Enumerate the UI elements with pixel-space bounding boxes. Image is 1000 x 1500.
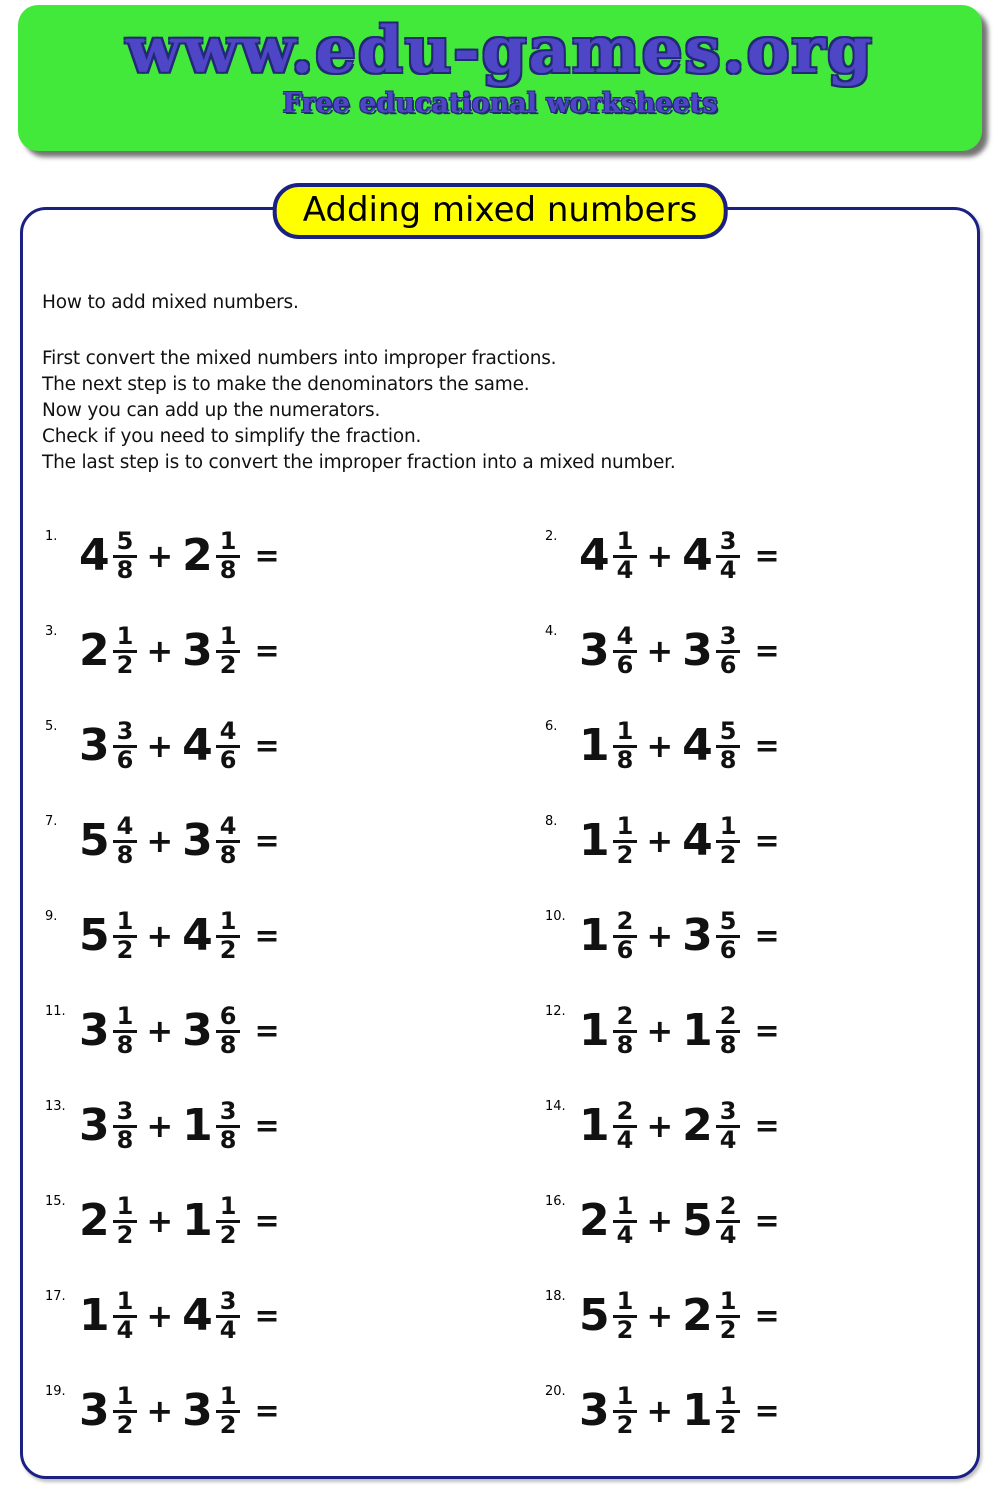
fraction-numerator: 2 (613, 1099, 638, 1128)
fraction-denominator: 2 (219, 1410, 237, 1439)
problem-expression (579, 624, 780, 679)
problem-expression (79, 909, 280, 964)
problem-number: 13. (45, 1099, 66, 1114)
first-whole-number: 2 (79, 625, 110, 677)
fraction-numerator: 2 (716, 1004, 741, 1033)
fraction-numerator: 3 (716, 1099, 741, 1128)
first-whole-number: 1 (579, 1100, 610, 1152)
first-whole-number: 1 (579, 910, 610, 962)
site-tagline: Free educational worksheets (282, 88, 718, 119)
fraction-denominator: 4 (616, 1125, 634, 1154)
equals-sign: = (754, 728, 780, 764)
problem-item (20, 600, 497, 695)
plus-sign: + (146, 1107, 174, 1146)
equals-sign: = (254, 1298, 280, 1334)
problem-expression (579, 529, 780, 584)
problem-item (20, 1265, 497, 1360)
first-whole-number: 3 (79, 1100, 110, 1152)
second-fraction (216, 1289, 241, 1344)
first-fraction (613, 529, 638, 584)
problem-item (20, 1075, 497, 1170)
problem-item (497, 1265, 974, 1360)
second-whole-number: 1 (682, 1385, 713, 1437)
first-fraction (613, 1384, 638, 1439)
fraction-denominator: 6 (616, 650, 634, 679)
instructions-intro: How to add mixed numbers. (42, 292, 299, 313)
problem-expression (79, 1384, 280, 1439)
second-fraction (216, 624, 241, 679)
equals-sign: = (754, 1013, 780, 1049)
plus-sign: + (146, 1012, 174, 1051)
fraction-denominator: 6 (719, 650, 737, 679)
fraction-numerator: 3 (216, 1099, 241, 1128)
equals-sign: = (254, 918, 280, 954)
fraction-numerator: 1 (716, 814, 741, 843)
second-fraction (216, 1004, 241, 1059)
problem-expression (79, 529, 280, 584)
equals-sign: = (754, 823, 780, 859)
fraction-denominator: 6 (219, 745, 237, 774)
plus-sign: + (646, 1012, 674, 1051)
problem-expression (79, 1194, 280, 1249)
site-header (18, 5, 982, 151)
fraction-numerator: 1 (216, 909, 241, 938)
fraction-numerator: 1 (216, 1194, 241, 1223)
fraction-numerator: 5 (113, 529, 138, 558)
fraction-numerator: 4 (216, 719, 241, 748)
fraction-numerator: 1 (613, 1384, 638, 1413)
problem-number: 8. (545, 814, 558, 829)
first-whole-number: 3 (79, 1005, 110, 1057)
first-fraction (113, 814, 138, 869)
problem-number: 12. (545, 1004, 566, 1019)
plus-sign: + (646, 1297, 674, 1336)
fraction-numerator: 3 (113, 719, 138, 748)
first-whole-number: 1 (579, 720, 610, 772)
problem-number: 3. (45, 624, 58, 639)
fraction-numerator: 2 (613, 1004, 638, 1033)
fraction-denominator: 4 (719, 1125, 737, 1154)
fraction-denominator: 2 (719, 840, 737, 869)
problem-number: 5. (45, 719, 58, 734)
problem-item (497, 1075, 974, 1170)
second-whole-number: 2 (682, 1100, 713, 1152)
fraction-numerator: 5 (716, 909, 741, 938)
fraction-numerator: 1 (613, 1289, 638, 1318)
problem-expression (579, 909, 780, 964)
fraction-denominator: 2 (219, 935, 237, 964)
first-fraction (613, 1004, 638, 1059)
fraction-denominator: 8 (719, 1030, 737, 1059)
plus-sign: + (146, 632, 174, 671)
second-fraction (216, 1384, 241, 1439)
problem-item (497, 505, 974, 600)
fraction-denominator: 8 (116, 840, 134, 869)
second-fraction (716, 1099, 741, 1154)
problem-item (20, 695, 497, 790)
problem-number: 20. (545, 1384, 566, 1399)
fraction-denominator: 4 (616, 555, 634, 584)
second-whole-number: 2 (682, 1290, 713, 1342)
fraction-denominator: 2 (219, 1220, 237, 1249)
plus-sign: + (646, 727, 674, 766)
fraction-denominator: 8 (219, 555, 237, 584)
second-whole-number: 3 (682, 910, 713, 962)
problem-item (497, 1170, 974, 1265)
first-fraction (113, 1384, 138, 1439)
fraction-numerator: 2 (613, 909, 638, 938)
problem-number: 1. (45, 529, 58, 544)
fraction-numerator: 1 (613, 529, 638, 558)
problem-expression (579, 1289, 780, 1344)
second-whole-number: 3 (182, 1385, 213, 1437)
plus-sign: + (146, 1297, 174, 1336)
fraction-denominator: 4 (116, 1315, 134, 1344)
plus-sign: + (146, 1392, 174, 1431)
fraction-numerator: 1 (113, 1194, 138, 1223)
problem-item (20, 790, 497, 885)
first-fraction (113, 529, 138, 584)
site-title: www.edu-games.org (126, 13, 874, 88)
fraction-denominator: 8 (219, 840, 237, 869)
first-whole-number: 3 (79, 1385, 110, 1437)
second-whole-number: 5 (682, 1195, 713, 1247)
fraction-numerator: 2 (716, 1194, 741, 1223)
first-fraction (113, 1099, 138, 1154)
fraction-numerator: 3 (216, 1289, 241, 1318)
second-fraction (216, 529, 241, 584)
second-whole-number: 4 (682, 530, 713, 582)
problem-number: 4. (545, 624, 558, 639)
instructions (42, 290, 942, 476)
problem-item (497, 980, 974, 1075)
problem-expression (79, 814, 280, 869)
second-fraction (716, 814, 741, 869)
first-fraction (113, 624, 138, 679)
fraction-numerator: 3 (716, 529, 741, 558)
instruction-step: First convert the mixed numbers into improper fractions. (42, 348, 557, 369)
second-whole-number: 4 (182, 910, 213, 962)
second-whole-number: 1 (182, 1100, 213, 1152)
fraction-denominator: 4 (719, 1220, 737, 1249)
second-whole-number: 3 (682, 625, 713, 677)
second-fraction (716, 1194, 741, 1249)
fraction-numerator: 1 (113, 1004, 138, 1033)
first-whole-number: 5 (79, 815, 110, 867)
problem-expression (79, 1289, 280, 1344)
plus-sign: + (646, 1107, 674, 1146)
equals-sign: = (754, 1298, 780, 1334)
problem-expression (579, 1099, 780, 1154)
fraction-denominator: 8 (116, 1030, 134, 1059)
second-fraction (716, 909, 741, 964)
second-fraction (716, 624, 741, 679)
first-fraction (113, 1004, 138, 1059)
fraction-denominator: 2 (616, 840, 634, 869)
plus-sign: + (646, 917, 674, 956)
problem-number: 7. (45, 814, 58, 829)
first-whole-number: 3 (579, 625, 610, 677)
problem-number: 16. (545, 1194, 566, 1209)
fraction-numerator: 1 (716, 1289, 741, 1318)
problem-expression (579, 1194, 780, 1249)
fraction-numerator: 1 (216, 624, 241, 653)
second-whole-number: 1 (182, 1195, 213, 1247)
fraction-numerator: 1 (613, 814, 638, 843)
fraction-denominator: 8 (116, 555, 134, 584)
worksheet-title-badge: Adding mixed numbers (273, 183, 728, 239)
first-fraction (613, 909, 638, 964)
plus-sign: + (646, 537, 674, 576)
problem-number: 15. (45, 1194, 66, 1209)
problem-number: 17. (45, 1289, 66, 1304)
fraction-numerator: 1 (113, 1384, 138, 1413)
fraction-numerator: 1 (216, 1384, 241, 1413)
first-fraction (613, 814, 638, 869)
first-whole-number: 2 (79, 1195, 110, 1247)
equals-sign: = (254, 538, 280, 574)
instruction-step: Check if you need to simplify the fraction. (42, 426, 422, 447)
second-fraction (716, 1384, 741, 1439)
fraction-denominator: 2 (116, 1220, 134, 1249)
problem-item (497, 790, 974, 885)
instruction-step: The next step is to make the denominators the same. (42, 374, 530, 395)
fraction-numerator: 1 (613, 1194, 638, 1223)
fraction-numerator: 1 (113, 1289, 138, 1318)
problem-item (497, 600, 974, 695)
second-fraction (216, 814, 241, 869)
plus-sign: + (646, 632, 674, 671)
equals-sign: = (754, 1393, 780, 1429)
fraction-denominator: 8 (219, 1030, 237, 1059)
problem-item (497, 1360, 974, 1455)
fraction-denominator: 2 (116, 935, 134, 964)
problem-expression (79, 1099, 280, 1154)
second-whole-number: 4 (682, 720, 713, 772)
problem-item (20, 1170, 497, 1265)
fraction-denominator: 6 (116, 745, 134, 774)
first-fraction (113, 1289, 138, 1344)
fraction-denominator: 8 (616, 1030, 634, 1059)
fraction-denominator: 4 (616, 1220, 634, 1249)
fraction-denominator: 2 (116, 650, 134, 679)
first-whole-number: 1 (79, 1290, 110, 1342)
equals-sign: = (254, 1393, 280, 1429)
fraction-denominator: 8 (116, 1125, 134, 1154)
fraction-denominator: 8 (616, 745, 634, 774)
first-fraction (613, 719, 638, 774)
fraction-denominator: 6 (616, 935, 634, 964)
first-fraction (113, 1194, 138, 1249)
fraction-denominator: 2 (719, 1315, 737, 1344)
second-whole-number: 3 (182, 1005, 213, 1057)
equals-sign: = (254, 823, 280, 859)
fraction-numerator: 1 (613, 719, 638, 748)
equals-sign: = (754, 918, 780, 954)
second-fraction (716, 1004, 741, 1059)
fraction-numerator: 5 (716, 719, 741, 748)
problem-expression (579, 1384, 780, 1439)
plus-sign: + (146, 917, 174, 956)
first-whole-number: 1 (579, 1005, 610, 1057)
equals-sign: = (754, 538, 780, 574)
fraction-numerator: 6 (216, 1004, 241, 1033)
first-fraction (113, 719, 138, 774)
problem-number: 18. (545, 1289, 566, 1304)
fraction-numerator: 1 (716, 1384, 741, 1413)
first-whole-number: 2 (579, 1195, 610, 1247)
fraction-denominator: 2 (719, 1410, 737, 1439)
second-fraction (716, 529, 741, 584)
fraction-numerator: 1 (113, 624, 138, 653)
problem-item (20, 1360, 497, 1455)
second-fraction (216, 909, 241, 964)
first-fraction (613, 1194, 638, 1249)
first-fraction (613, 624, 638, 679)
plus-sign: + (646, 1202, 674, 1241)
second-whole-number: 3 (182, 815, 213, 867)
second-whole-number: 4 (682, 815, 713, 867)
problem-item (497, 695, 974, 790)
first-whole-number: 5 (579, 1290, 610, 1342)
second-fraction (716, 1289, 741, 1344)
problem-item (20, 505, 497, 600)
plus-sign: + (146, 1202, 174, 1241)
first-whole-number: 3 (579, 1385, 610, 1437)
equals-sign: = (254, 1108, 280, 1144)
equals-sign: = (754, 1108, 780, 1144)
first-whole-number: 3 (79, 720, 110, 772)
second-fraction (216, 719, 241, 774)
second-whole-number: 4 (182, 1290, 213, 1342)
problem-number: 11. (45, 1004, 66, 1019)
fraction-denominator: 2 (616, 1410, 634, 1439)
problem-item (20, 885, 497, 980)
first-fraction (613, 1099, 638, 1154)
problem-number: 6. (545, 719, 558, 734)
first-whole-number: 1 (579, 815, 610, 867)
fraction-denominator: 2 (219, 650, 237, 679)
first-whole-number: 4 (79, 530, 110, 582)
fraction-numerator: 3 (113, 1099, 138, 1128)
fraction-numerator: 3 (716, 624, 741, 653)
fraction-denominator: 6 (719, 935, 737, 964)
second-whole-number: 4 (182, 720, 213, 772)
second-whole-number: 1 (682, 1005, 713, 1057)
problem-number: 9. (45, 909, 58, 924)
problem-number: 10. (545, 909, 566, 924)
fraction-denominator: 8 (219, 1125, 237, 1154)
instruction-step: Now you can add up the numerators. (42, 400, 381, 421)
fraction-numerator: 4 (216, 814, 241, 843)
fraction-numerator: 4 (613, 624, 638, 653)
plus-sign: + (646, 1392, 674, 1431)
second-whole-number: 2 (182, 530, 213, 582)
problem-number: 19. (45, 1384, 66, 1399)
problem-number: 14. (545, 1099, 566, 1114)
problem-expression (579, 719, 780, 774)
problem-expression (579, 1004, 780, 1059)
problem-number: 2. (545, 529, 558, 544)
problem-expression (79, 1004, 280, 1059)
plus-sign: + (146, 537, 174, 576)
fraction-numerator: 1 (113, 909, 138, 938)
fraction-numerator: 1 (216, 529, 241, 558)
problem-list (20, 505, 974, 1455)
first-whole-number: 5 (79, 910, 110, 962)
problem-expression (79, 719, 280, 774)
plus-sign: + (146, 727, 174, 766)
equals-sign: = (254, 728, 280, 764)
instruction-step: The last step is to convert the improper fraction into a mixed number. (42, 452, 676, 473)
fraction-denominator: 8 (719, 745, 737, 774)
equals-sign: = (254, 633, 280, 669)
fraction-denominator: 2 (116, 1410, 134, 1439)
equals-sign: = (254, 1013, 280, 1049)
fraction-numerator: 4 (113, 814, 138, 843)
first-whole-number: 4 (579, 530, 610, 582)
problem-item (497, 885, 974, 980)
problem-expression (579, 814, 780, 869)
second-fraction (716, 719, 741, 774)
first-fraction (113, 909, 138, 964)
fraction-denominator: 4 (219, 1315, 237, 1344)
plus-sign: + (146, 822, 174, 861)
equals-sign: = (254, 1203, 280, 1239)
equals-sign: = (754, 1203, 780, 1239)
second-whole-number: 3 (182, 625, 213, 677)
second-fraction (216, 1194, 241, 1249)
fraction-denominator: 4 (719, 555, 737, 584)
first-fraction (613, 1289, 638, 1344)
plus-sign: + (646, 822, 674, 861)
second-fraction (216, 1099, 241, 1154)
problem-expression (79, 624, 280, 679)
equals-sign: = (754, 633, 780, 669)
fraction-denominator: 2 (616, 1315, 634, 1344)
problem-item (20, 980, 497, 1075)
